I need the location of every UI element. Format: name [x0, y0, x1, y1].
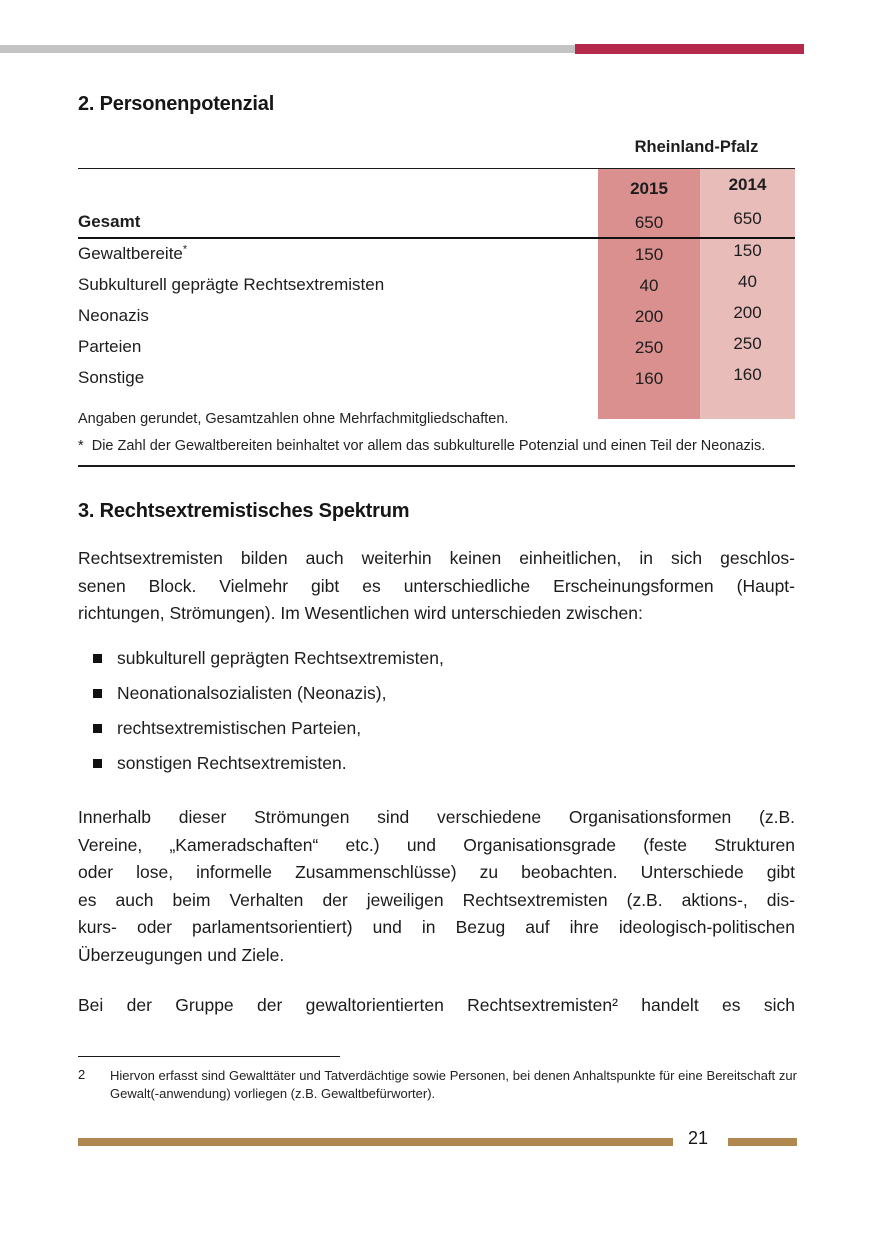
list-item-text: sonstigen Rechtsextremisten.: [117, 753, 347, 773]
list-item: [78, 715, 795, 750]
paragraph-line: kurs- oder parlamentsorientiert) und in Bezug auf ihre ideologisch-politischen: [78, 917, 795, 937]
column-header-2014: 2014: [728, 175, 767, 194]
page-number: 21: [687, 1128, 709, 1148]
bullet-square-icon: [93, 689, 102, 698]
list-item: [78, 645, 795, 680]
table-row-label: [78, 275, 578, 295]
table-bottom-rule: [78, 465, 795, 467]
top-bar-red-accent: [575, 44, 804, 54]
footer-bar-long: [78, 1138, 673, 1146]
table-top-rule: [78, 168, 795, 169]
section2-heading: 2. Personenpotenzial: [78, 93, 275, 115]
paragraph-line: Bei der Gruppe der gewaltorientierten Rechtsextremisten² handelt es sich: [78, 995, 795, 1015]
table-row-label: [78, 306, 578, 326]
footnote-text: [110, 1067, 797, 1103]
table-row-label: [78, 337, 578, 357]
table-cell-2015: 150: [634, 245, 664, 264]
paragraph-2: [78, 804, 795, 969]
row-label-text: Sonstige: [78, 368, 145, 387]
table-cell-2014: 150: [733, 241, 762, 260]
paragraph-line: Überzeugungen und Ziele.: [78, 944, 285, 965]
table-cell-2015: 40: [639, 276, 659, 295]
paragraph-line: es auch beim Verhalten der jeweiligen Rechtsextremisten (z.B. aktions-, dis-: [78, 889, 795, 910]
footnote-separator-rule: [78, 1056, 340, 1057]
row-label-text: Subkulturell geprägte Rechtsextremisten: [78, 275, 385, 294]
paragraph-3: [78, 992, 795, 1020]
table-cell-2014: 200: [733, 303, 762, 322]
table-cell-2015: 250: [634, 338, 664, 357]
bullet-square-icon: [93, 759, 102, 768]
table-row-label: [78, 244, 578, 264]
paragraph-line: oder lose, informelle Zusammenschlüsse) zu beobachten. Unterschiede gibt: [78, 862, 795, 882]
footer-bar-short: [728, 1138, 797, 1146]
column-header-2015: 2015: [630, 179, 668, 198]
list-item: [78, 680, 795, 715]
row-label-text: Neonazis: [78, 306, 149, 325]
bullet-square-icon: [93, 724, 102, 733]
table-row-total-label: Gesamt: [78, 212, 141, 231]
paragraph-1: [78, 545, 795, 628]
table-cell-total-2014: 650: [733, 209, 762, 228]
paragraph-line: senen Block. Vielmehr gibt es unterschiedliche Erscheinungsformen (Haupt-: [78, 575, 795, 596]
personenpotenzial-table: [78, 138, 795, 470]
paragraph-line: richtungen, Strömungen). Im Wesentlichen wird unterschieden zwischen:: [78, 603, 643, 623]
table-cell-2014: 40: [738, 272, 757, 291]
bullet-square-icon: [93, 654, 102, 663]
footnote-line: Gewalt(-anwendung) vorliegen (z.B. Gewaltbefürworter).: [110, 1086, 436, 1101]
table-cell-2014: 160: [733, 365, 762, 384]
list-item-text: rechtsextremistischen Parteien,: [117, 718, 362, 738]
paragraph-line: Rechtsextremisten bilden auch weiterhin keinen einheitlichen, in sich geschlos-: [78, 548, 795, 568]
bullet-list: [78, 645, 795, 785]
table-row-label: [78, 368, 578, 388]
list-item: [78, 750, 795, 785]
table-cell-total-2015: 650: [634, 213, 664, 232]
paragraph-line: Innerhalb dieser Strömungen sind verschiedene Organisationsformen (z.B.: [78, 807, 795, 827]
list-item-text: Neonationalsozialisten (Neonazis),: [117, 683, 387, 703]
paragraph-line: Vereine, „Kameradschaften“ etc.) und Organisationsgrade (feste Strukturen: [78, 834, 795, 855]
section3-heading: 3. Rechtsextremistisches Spektrum: [78, 500, 410, 522]
table-cell-2015: 200: [634, 307, 664, 326]
row-label-text: Parteien: [78, 337, 142, 356]
footnote-line: Hiervon erfasst sind Gewalttäter und Tatverdächtige sowie Personen, bei denen Anhaltspunkte für eine Bereitschaft zur: [110, 1068, 797, 1083]
top-bar-gray: [0, 45, 575, 53]
table-star-footnote: [78, 438, 765, 454]
row-label-text: Gewaltbereite: [78, 244, 183, 263]
table-note: Angaben gerundet, Gesamtzahlen ohne Mehrfachmitgliedschaften.: [78, 411, 509, 427]
list-item-text: subkulturell geprägten Rechtsextremisten,: [117, 648, 444, 668]
table-cell-2014: 250: [733, 334, 762, 353]
row-label-asterisk: *: [182, 243, 188, 256]
table-heavy-rule: [78, 237, 795, 239]
table-region-label: Rheinland-Pfalz: [634, 138, 759, 156]
star-marker: *: [78, 438, 84, 454]
footnote-number: 2: [78, 1067, 86, 1082]
star-footnote-text: Die Zahl der Gewaltbereiten beinhaltet vor allem das subkulturelle Potenzial und einen Teil der Neonazis.: [91, 438, 766, 454]
table-cell-2015: 160: [634, 369, 664, 388]
